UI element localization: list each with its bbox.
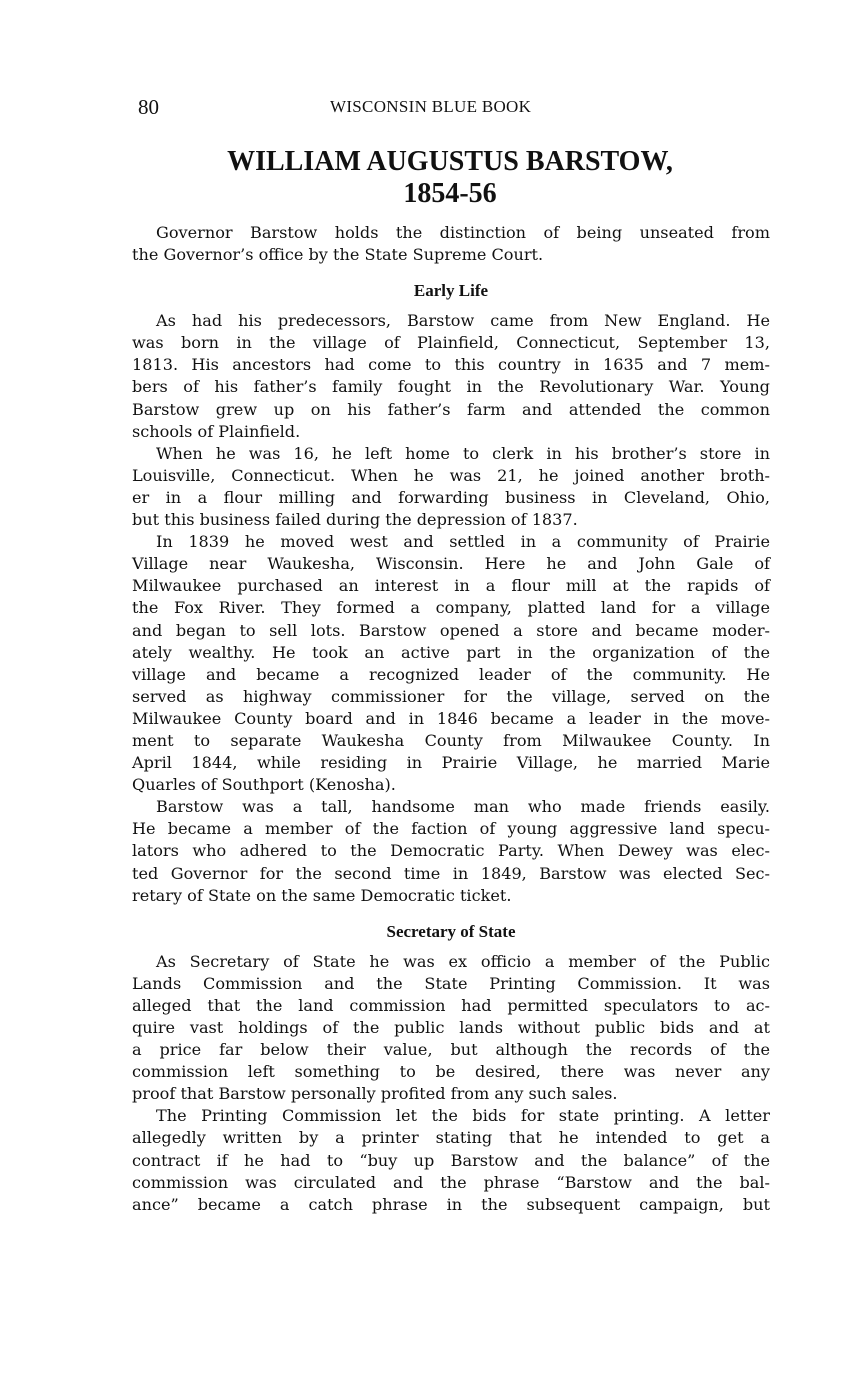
text-line: ted Governor for the second time in 1849, Barstow was elected Sec- <box>132 863 770 883</box>
intro-paragraph <box>132 222 770 266</box>
text-line: proof that Barstow personally profited from any such sales. <box>132 1084 618 1104</box>
text-line: As had his predecessors, Barstow came from New England. He <box>156 311 770 331</box>
article-title-name: WILLIAM AUGUSTUS BARSTOW, <box>227 146 673 177</box>
page-number: 80 <box>138 95 159 119</box>
text-line: retary of State on the same Democratic ticket. <box>132 885 512 905</box>
text-line: Village near Waukesha, Wisconsin. Here he and John Gale of <box>132 554 770 574</box>
text-line: The Printing Commission let the bids for state printing. A letter <box>156 1106 770 1126</box>
text-line: Louisville, Connecticut. When he was 21, he joined another broth- <box>132 465 770 485</box>
early-life-paragraph-4 <box>132 796 770 906</box>
article-title <box>130 146 770 210</box>
running-head <box>138 96 768 118</box>
section-heading-secretary-of-state: Secretary of State <box>386 921 516 941</box>
text-line: ment to separate Waukesha County from Milwaukee County. In <box>132 730 770 750</box>
text-line: was born in the village of Plainfield, Connecticut, September 13, <box>132 333 770 353</box>
text-line: quire vast holdings of the public lands without public bids and at <box>132 1018 770 1037</box>
secretary-paragraph-2 <box>132 1105 770 1215</box>
text-line: the Governor’s office by the State Supreme Court. <box>132 245 544 265</box>
text-line: As Secretary of State he was ex officio a member of the Public <box>156 951 770 971</box>
text-line: er in a flour milling and forwarding business in Cleveland, Ohio, <box>132 487 770 507</box>
text-line: contract if he had to “buy up Barstow and the balance” of the <box>132 1150 770 1170</box>
text-line: Lands Commission and the State Printing Commission. It was <box>132 973 770 993</box>
text-line: served as highway commissioner for the village, served on the <box>132 686 770 706</box>
text-line: schools of Plainfield. <box>132 421 301 441</box>
text-line: a price far below their value, but although the records of the <box>132 1040 770 1060</box>
text-line: Barstow was a tall, handsome man who made friends easily. <box>156 797 770 817</box>
text-line: Quarles of Southport (Kenosha). <box>132 775 396 795</box>
text-line: 1813. His ancestors had come to this country in 1635 and 7 mem- <box>132 355 770 375</box>
text-line: Governor Barstow holds the distinction of being unseated from <box>156 223 770 242</box>
article-body <box>132 222 770 1216</box>
text-line: allegedly written by a printer stating that he intended to get a <box>132 1128 770 1148</box>
text-line: commission left something to be desired, there was never any <box>132 1062 770 1082</box>
text-line: In 1839 he moved west and settled in a community of Prairie <box>156 532 770 552</box>
text-line: When he was 16, he left home to clerk in his brother’s store in <box>156 443 770 463</box>
text-line: and began to sell lots. Barstow opened a store and became moder- <box>132 620 770 640</box>
text-line: commission was circulated and the phrase “Barstow and the bal- <box>132 1172 770 1192</box>
text-line: bers of his father’s family fought in the Revolutionary War. Young <box>132 377 770 397</box>
text-line: Barstow grew up on his father’s farm and attended the common <box>132 399 770 419</box>
text-line: lators who adhered to the Democratic Party. When Dewey was elec- <box>132 841 770 861</box>
text-line: ately wealthy. He took an active part in the organization of the <box>132 642 770 662</box>
text-line: April 1844, while residing in Prairie Village, he married Marie <box>132 753 770 773</box>
early-life-paragraph-1 <box>132 310 770 443</box>
section-heading-early-life: Early Life <box>413 281 489 301</box>
text-line: alleged that the land commission had permitted speculators to ac- <box>132 995 770 1015</box>
article-title-years: 1854-56 <box>403 178 497 209</box>
text-line: the Fox River. They formed a company, platted land for a village <box>132 598 770 618</box>
text-line: ance” became a catch phrase in the subsequent campaign, but <box>132 1194 770 1214</box>
text-line: village and became a recognized leader of the community. He <box>132 664 770 684</box>
early-life-paragraph-3 <box>132 531 770 796</box>
text-line: Milwaukee County board and in 1846 became a leader in the move- <box>132 708 770 728</box>
running-title: WISCONSIN BLUE BOOK <box>330 97 532 116</box>
text-line: but this business failed during the depression of 1837. <box>132 510 578 530</box>
early-life-paragraph-2 <box>132 443 770 531</box>
text-line: He became a member of the faction of young aggressive land specu- <box>132 819 770 839</box>
text-line: Milwaukee purchased an interest in a flour mill at the rapids of <box>132 576 770 596</box>
secretary-paragraph-1 <box>132 951 770 1106</box>
